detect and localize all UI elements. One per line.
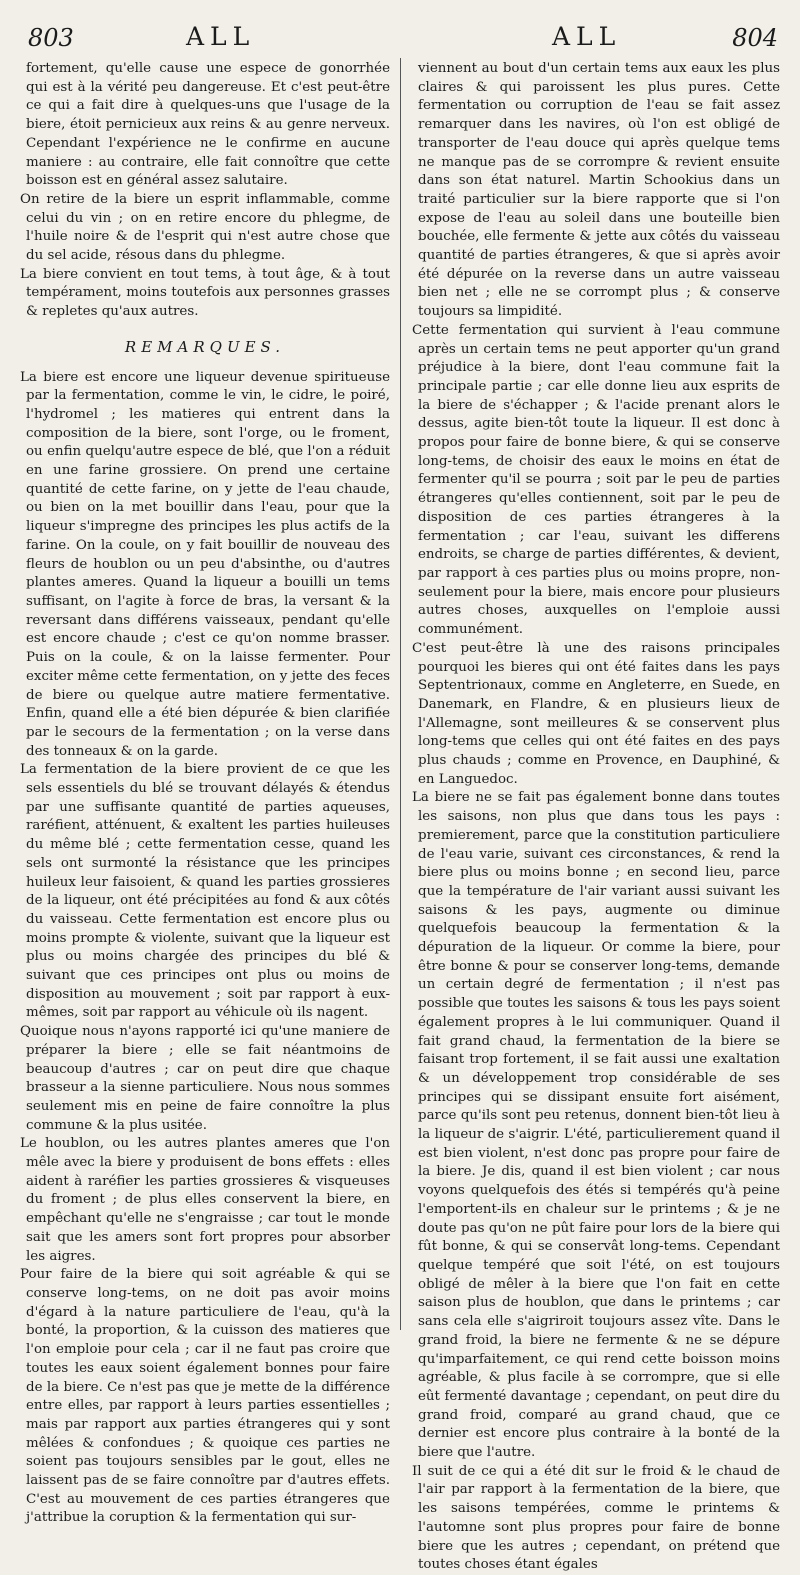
paragraph: fortement, qu'elle cause une espece de gonorrhée qui est à la vérité peu dangereuse. Et c'est peut-être ce qui a fait dire à quelques-uns que l'usage de la biere, étoit pernicieux aux reins & au genre nerveux. Cependant l'expérience ne le confirme en aucune maniere : au contraire, elle fait connoître que cette boisson est en général assez salutaire. [26,61,390,189]
page-header [0,18,800,58]
column-divider [400,58,401,1330]
left-column [20,60,390,1526]
paragraph: La biere est encore une liqueur devenue spiritueuse par la fermentation, comme le vin, le cidre, le poiré, l'hydromel ; les matieres qui entrent dans la composition de la biere, sont l'orge, ou le froment, ou enfin quelqu'autre espece de blé, que l'on a réduit en une farine grossiere. On prend une certaine quantité de cette farine, on y jette de l'eau chaude, ou bien on la met bouillir dans l'eau, pour que la liqueur s'impregne des principes les plus actifs de la farine. On la coule, on y fait bouillir de nouveau des fleurs de houblon ou un peu d'absinthe, ou d'autres plantes ameres. Quand la liqueur a bouilli un tems suffisant, on l'agite à force de bras, la versant & la reversant dans différens vaisseaux, pendant qu'elle est encore chaude ; c'est ce qu'on nomme brasser. Puis on la coule, & on la laisse fermenter. Pour exciter même cette fermentation, on y jette des feces de biere ou quelque autre matiere fermentative. Enfin, quand elle a été bien dépurée & bien clarifiée par le secours de la fermentation ; on la verse dans des tonneaux & on la garde. [20,369,390,759]
paragraph: Il suit de ce qui a été dit sur le froid & le chaud de l'air par rapport à la fermentation de la biere, que les saisons tempérées, comme le printems & l'automne sont plus propres pour faire de bonne biere que les autres ; cependant, on prétend que toutes choses étant égales [412,1463,780,1573]
right-column [412,60,780,1573]
right-headword: ALL [552,22,622,51]
paragraph: Le houblon, ou les autres plantes ameres que l'on mêle avec la biere y produisent de bons effets : elles aident à raréfier les parties grossieres & visqueuses du froment ; de plus elles conservent la biere, en empêchant qu'elle ne s'engraisse ; car tout le monde sait que les amers sont fort propres pour absorber les aigres. [20,1136,390,1264]
right-page-number: 804 [732,24,778,52]
paragraph: Cette fermentation qui survient à l'eau commune après un certain tems ne peut apporter qu'un grand préjudice à la biere, dont l'eau commune fait la principale partie ; car elle donne lieu aux esprits de la biere de s'échapper ; & l'acide prenant alors le dessus, agite bien-tôt toute la liqueur. Il est donc à propos pour faire de bonne biere, & qui se conserve long-tems, de choisir des eaux le moins en état de fermenter qu'il se pourra ; soit par le peu de parties étrangeres qu'elles contiennent, soit par le peu de disposition de ces parties étrangeres à la fermentation ; car l'eau, suivant les differens endroits, se charge de parties différentes, & devient, par rapport à ces parties plus ou moins propre, non-seulement pour la biere, mais encore pour plusieurs autres choses, auxquelles on l'emploie aussi communément. [412,322,780,638]
paragraph: La biere ne se fait pas également bonne dans toutes les saisons, non plus que dans tous les pays : premierement, parce que la constitution particuliere de l'eau varie, suivant ces circonstances, & rend la biere plus ou moins bonne ; en second lieu, parce que la température de l'air variant aussi suivant les saisons & les pays, augmente ou diminue quelquefois beaucoup la fermentation & la dépuration de la liqueur. Or comme la biere, pour être bonne & pour se conserver long-tems, demande un certain degré de fermentation ; il n'est pas possible que toutes les saisons & tous les pays soient également propres à le lui communiquer. Quand il fait grand chaud, la fermentation de la biere se faisant trop fortement, il se fait aussi une exaltation & un développement trop considérable de ses principes qui se dissipant ensuite fort aisément, parce qu'ils sont peu retenus, donnent bien-tôt lieu à la liqueur de s'aigrir. L'été, particulierement quand il est bien violent, n'est donc pas propre pour faire de la biere. Je dis, quand il est bien violent ; car nous voyons quelquefois des étés si tempérés qu'à peine l'emportent-ils en chaleur sur le printems ; & je ne doute pas qu'on ne pût faire pour lors de la biere qui fût bonne, & qui se conservât long-tems. Cependant quelque tempéré que soit l'été, on est toujours obligé de mêler à la biere que l'on fait en cette saison plus de houblon, que dans le printems ; car sans cela elle s'aigriroit toujours assez vîte. Dans le grand froid, la biere ne fermente & ne se dépure qu'imparfaitement, ce qui rend cette boisson moins agréable, & plus facile à se corrompre, que si elle eût fermenté davantage ; cependant, on peut dire du grand froid, comparé au grand chaud, que ce dernier est encore plus contraire à la bonté de la biere que l'autre. [412,790,780,1461]
paragraph: On retire de la biere un esprit inflammable, comme celui du vin ; on en retire encore du phlegme, de l'huile noire & de l'esprit qui n'est autre chose que du sel acide, résous dans du phlegme. [20,191,390,264]
paragraph: C'est peut-être là une des raisons principales pourquoi les bieres qui ont été faites dans les pays Septentrionaux, comme en Angleterre, en Suede, en Danemark, en Flandre, & en plusieurs lieux de l'Allemagne, sont meilleures & se conservent plus long-tems que celles qui ont été faites en des pays plus chauds ; comme en Provence, en Dauphiné, & en Languedoc. [412,640,780,787]
left-page-number: 803 [28,24,74,52]
section-heading-remarques: REMARQUES. [124,337,286,356]
left-headword: ALL [186,22,256,51]
paragraph: La biere convient en tout tems, à tout âge, & à tout tempérament, moins toutefois aux personnes grasses & repletes qu'aux autres. [20,266,390,320]
paragraph: viennent au bout d'un certain tems aux eaux les plus claires & qui paroissent les plus pures. Cette fermentation ou corruption de l'eau se fait assez remarquer dans les navires, où l'on est obligé de transporter de l'eau douce qui après quelque tems ne manque pas de se corrompre & revient ensuite dans son état naturel. Martin Schookius dans un traité particulier sur la biere rapporte que si l'on expose de l'eau au soleil dans une bouteille bien bouchée, elle fermente & jette aux côtés du vaisseau quantité de parties étrangeres, & que si après avoir été dépurée on la reverse dans un autre vaisseau bien net ; elle ne se corrompt plus ; & conserve toujours sa limpidité. [418,61,780,320]
paragraph: La fermentation de la biere provient de ce que les sels essentiels du blé se trouvant délayés & étendus par une suffisante quantité de parties aqueuses, raréfient, atténuent, & exaltent les parties huileuses du même blé ; cette fermentation cesse, quand les sels ont surmonté la résistance que les principes huileux leur faisoient, & quand les parties grossieres de la liqueur, ont été précipitées au fond & aux côtés du vaisseau. Cette fermentation est encore plus ou moins prompte & violente, suivant que la liqueur est plus ou moins chargée des principes du blé & suivant que ces principes ont plus ou moins de disposition au mouvement ; soit par rapport à eux-mêmes, soit par rapport au véhicule où ils nagent. [20,762,390,1021]
paragraph: Quoique nous n'ayons rapporté ici qu'une maniere de préparer la biere ; elle se fait néantmoins de beaucoup d'autres ; car on peut dire que chaque brasseur a la sienne particuliere. Nous nous sommes seulement mis en peine de faire connoître la plus commune & la plus usitée. [20,1024,390,1133]
paragraph: Pour faire de la biere qui soit agréable & qui se conserve long-tems, on ne doit pas avoir moins d'égard à la nature particuliere de l'eau, qu'à la bonté, la proportion, & la cuisson des matieres que l'on emploie pour cela ; car il ne faut pas croire que toutes les eaux soient également bonnes pour faire de la biere. Ce n'est pas que je mette de la différence entre elles, par rapport à leurs parties essentielles ; mais par rapport aux parties étrangeres qui y sont mêlées & confondues ; & quoique ces parties ne soient pas toujours sensibles par le gout, elles ne laissent pas de se faire connoître par d'autres effets. C'est au mouvement de ces parties étrangeres que j'attribue la coruption & la fermentation qui sur- [20,1267,390,1526]
